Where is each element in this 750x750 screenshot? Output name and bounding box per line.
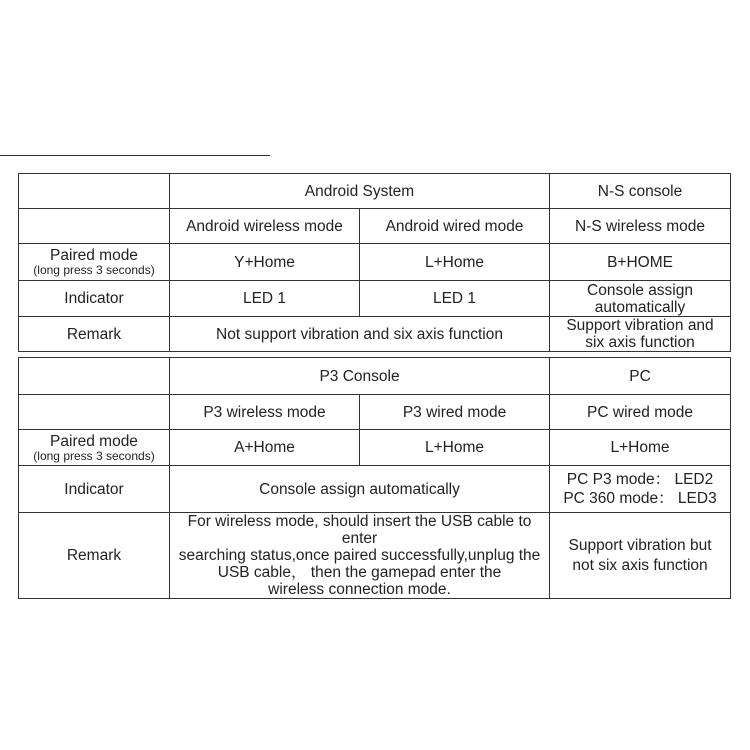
pc-wired-mode-header: PC wired mode (550, 395, 731, 430)
blank-corner-cell-2 (19, 358, 170, 395)
android-ns-table (18, 173, 731, 352)
p3-wireless-mode-header: P3 wireless mode (170, 395, 360, 430)
indicator-p3: Console assign automatically (170, 466, 550, 513)
paired-p3-wired: L+Home (360, 430, 550, 466)
indicator-pc-line1: PC P3 mode： LED2 (566, 471, 714, 488)
indicator-label-2: Indicator (19, 466, 170, 513)
android-system-header: Android System (170, 174, 550, 209)
p3-pc-table (18, 357, 731, 599)
indicator-ns-line2: automatically (594, 298, 686, 316)
indicator-ns-line1: Console assign (587, 281, 693, 299)
blank-corner-cell (19, 174, 170, 209)
remark-label-2: Remark (19, 513, 170, 599)
p3-wired-mode-header: P3 wired mode (360, 395, 550, 430)
indicator-pc (550, 466, 731, 513)
remark-label: Remark (19, 317, 170, 352)
ns-wireless-mode-header: N-S wireless mode (550, 209, 731, 244)
remark-p3-line2: searching status,once paired successfully,unplug the (178, 547, 541, 564)
indicator-label: Indicator (19, 281, 170, 317)
remark-ns-line2: six axis function (585, 334, 695, 351)
indicator-pc-line2: PC 360 mode： LED3 (563, 490, 717, 507)
paired-ns: B+HOME (550, 244, 731, 281)
paired-mode-subtitle-2: (long press 3 seconds) (33, 448, 155, 463)
android-wireless-mode-header: Android wireless mode (170, 209, 360, 244)
indicator-ns (550, 281, 731, 317)
remark-p3 (170, 513, 550, 599)
remark-ns-line1: Support vibration and (566, 317, 714, 334)
remark-p3-line3: USB cable， then the gamepad enter the (217, 564, 502, 581)
top-divider-line (0, 155, 270, 156)
android-wired-mode-header: Android wired mode (360, 209, 550, 244)
remark-p3-line1: For wireless mode, should insert the USB cable to enter (187, 513, 532, 547)
paired-android-wired: L+Home (360, 244, 550, 281)
pc-header: PC (550, 358, 731, 395)
remark-ns (550, 317, 731, 352)
paired-mode-subtitle: (long press 3 seconds) (33, 263, 155, 277)
paired-p3-wireless: A+Home (170, 430, 360, 466)
ns-console-header: N-S console (550, 174, 731, 209)
paired-pc: L+Home (550, 430, 731, 466)
paired-mode-title-2: Paired mode (50, 432, 138, 450)
remark-android: Not support vibration and six axis function (170, 317, 550, 352)
paired-mode-label (19, 244, 170, 281)
indicator-android-wireless: LED 1 (170, 281, 360, 317)
paired-android-wireless: Y+Home (170, 244, 360, 281)
blank-mode-label-cell-2 (19, 395, 170, 430)
paired-mode-title: Paired mode (50, 247, 138, 264)
indicator-android-wired: LED 1 (360, 281, 550, 317)
p3-console-header: P3 Console (170, 358, 550, 395)
blank-mode-label-cell (19, 209, 170, 244)
remark-pc (550, 513, 731, 599)
remark-pc-line1: Support vibration but (568, 536, 712, 554)
remark-p3-line4: wireless connection mode. (268, 581, 451, 598)
paired-mode-label-2 (19, 430, 170, 466)
remark-pc-line2: not six axis function (572, 556, 708, 574)
